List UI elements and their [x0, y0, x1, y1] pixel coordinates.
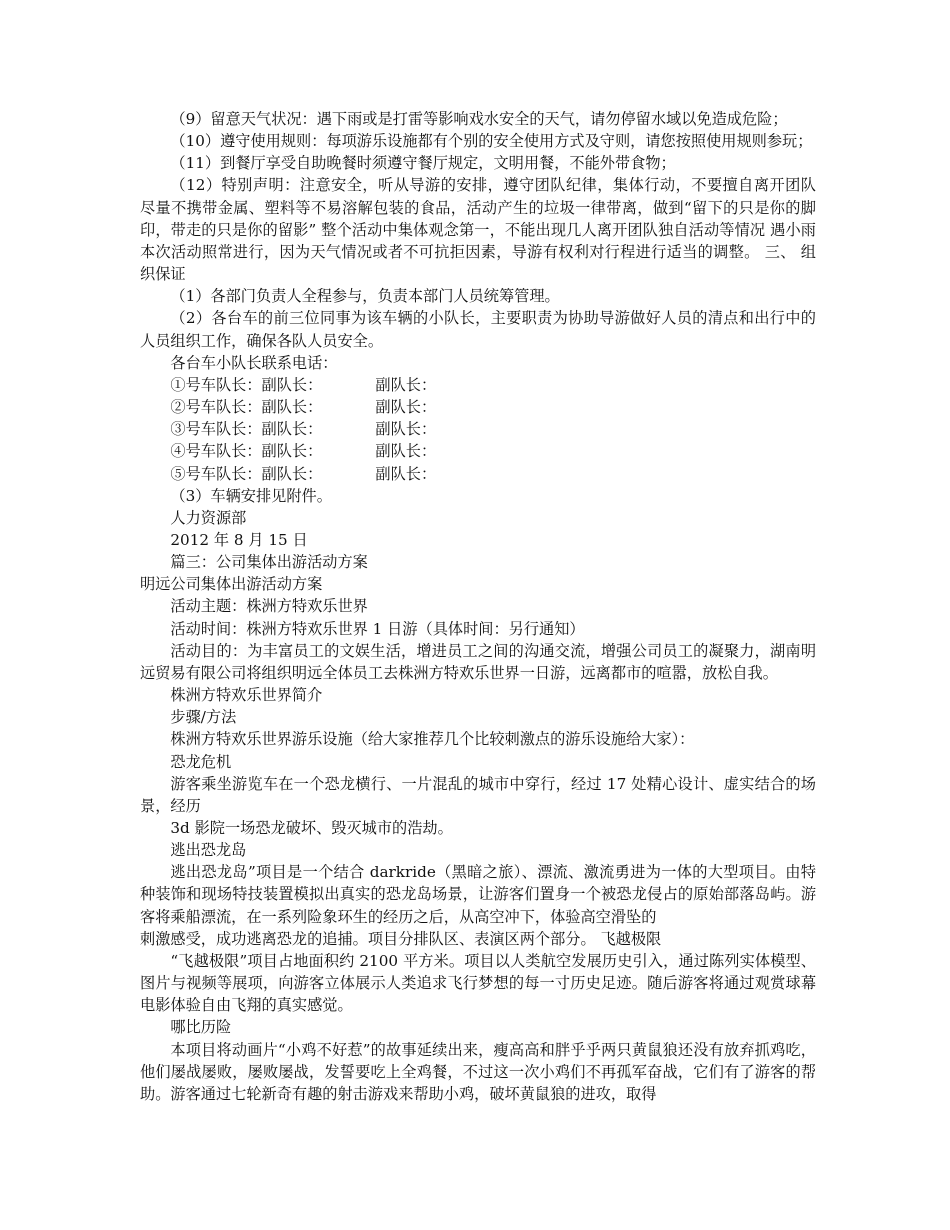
- leader-row-left: ①号车队长：副队长：: [170, 375, 323, 394]
- usage-rule: （10）遵守使用规则：每项游乐设施都有个别的安全使用方式及守则，请您按照使用规则参玩；: [170, 132, 813, 151]
- park-intro-heading: 株洲方特欢乐世界简介: [170, 686, 323, 705]
- plan-title: 明远公司集体出游活动方案: [140, 575, 323, 594]
- flight-limit-text: “飞越极限”项目占地面积约 2100 平方米。项目以人类航空发展历史引入，通过陈列实体模型、图片与视频等展项，向游客立体展示人类追求飞行梦想的每一寸历史足迹。随后游客将通过观赏球幕电影体验自由飞翔的真实感觉。: [140, 951, 816, 1015]
- leader-row: [140, 463, 816, 485]
- org-guarantee-1: （1）各部门负责人全程参与，负责本部门人员统筹管理。: [170, 287, 560, 306]
- leader-row-left: ④号车队长：副队长：: [170, 442, 323, 461]
- leader-list: [140, 374, 816, 485]
- leader-row-left: ⑤号车队长：副队长：: [170, 464, 323, 483]
- activity-time: 活动时间：株洲方特欢乐世界 1 日游（具体时间：另行通知）: [170, 619, 585, 638]
- document-date: 2012 年 8 月 15 日: [170, 530, 308, 549]
- escape-island-title: 逃出恐龙岛: [170, 841, 247, 860]
- vehicle-arrangement: （3）车辆安排见附件。: [170, 486, 332, 505]
- leader-row: [140, 440, 816, 462]
- leader-row: [140, 396, 816, 418]
- nezha-adventure-text: 本项目将动画片“小鸡不好惹”的故事延续出来，瘦高高和胖乎乎两只黄鼠狼还没有放弃抓鸡吃，他们屡战屡败，屡败屡战，发誓要吃上全鸡餐，不过这一次小鸡们不再孤军奋战，它们有了游客的帮助。游客通过七轮新奇有趣的射击游戏来帮助小鸡，破坏黄鼠狼的进攻，取得: [140, 1040, 816, 1103]
- dino-crisis-text-cont: 3d 影院一场恐龙破坏、毁灭城市的浩劫。: [170, 819, 453, 837]
- weather-rule: （9）留意天气状况：遇下雨或是打雷等影响戏水安全的天气，请勿停留水域以免造成危险；: [170, 110, 788, 128]
- leader-phone-heading: 各台车小队长联系电话：: [170, 353, 338, 372]
- dino-crisis-title: 恐龙危机: [170, 752, 232, 771]
- leader-row-right: 副队长：: [375, 375, 437, 394]
- special-statement: （12）特别声明：注意安全，听从导游的安排，遵守团队纪律，集体行动，不要擅自离开团队 尽量不携带金属、塑料等不易溶解包装的食品，活动产生的垃圾一律带离，做到“留下的只是你的脚印，带走的只是你的留影” 整个活动中集体观念第一，不能出现几人离开团队独自活动等情况 遇小雨本次活动照常进行，因为天气情况或者不可抗拒因素，导游有权利对行程进行适当的调整。 三、 组织保证: [140, 176, 816, 284]
- leader-row-left: ②号车队长：副队长：: [170, 398, 323, 417]
- leader-row: [140, 418, 816, 440]
- leader-row-right: 副队长：: [375, 464, 437, 483]
- facilities-intro: 株洲方特欢乐世界游乐设施（给大家推荐几个比较刺激点的游乐设施给大家）：: [170, 730, 695, 749]
- department-signature: 人力资源部: [170, 508, 247, 527]
- leader-row-right: 副队长：: [375, 420, 437, 439]
- dining-rule: （11）到餐厅享受自助晚餐时须遵守餐厅规定，文明用餐，不能外带食物；: [170, 154, 676, 173]
- leader-row-right: 副队长：: [375, 442, 437, 461]
- chapter-heading: 篇三：公司集体出游活动方案: [170, 553, 368, 572]
- leader-row-left: ③号车队长：副队长：: [170, 420, 323, 439]
- steps-heading: 步骤/方法: [170, 708, 237, 727]
- escape-island-text: 逃出恐龙岛”项目是一个结合 darkride（黑暗之旅）、漂流、激流勇进为一体的大型项目。由特种装饰和现场特技装置模拟出真实的恐龙岛场景，让游客们置身一个被恐龙侵占的原始部落岛屿。游客将乘船漂流，在一系列险象环生的经历之后，从高空冲下，体验高空滑坠的: [140, 863, 816, 926]
- org-guarantee-2: （2）各台车的前三位同事为该车辆的小队长，主要职责为协助导游做好人员的清点和出行中的人员组织工作，确保各队人员安全。: [140, 309, 816, 350]
- escape-island-text-cont: 刺激感受，成功逃离恐龙的追捕。项目分排队区、表演区两个部分。 飞越极限: [140, 929, 662, 948]
- activity-theme: 活动主题：株洲方特欢乐世界: [170, 597, 368, 616]
- leader-row-right: 副队长：: [375, 398, 437, 417]
- leader-row: [140, 374, 816, 396]
- activity-purpose: 活动目的：为丰富员工的文娱生活，增进员工之间的沟通交流，增强公司员工的凝聚力，湖南明远贸易有限公司将组织明远全体员工去株洲方特欢乐世界一日游，远离都市的喧嚣，放松自我。: [140, 641, 816, 682]
- nezha-adventure-title: 哪比历险: [170, 1018, 232, 1037]
- document-page: [140, 108, 816, 1105]
- dino-crisis-text: 游客乘坐游览车在一个恐龙横行、一片混乱的城市中穿行，经过 17 处精心设计、虚实结合的场景，经历: [140, 774, 816, 815]
